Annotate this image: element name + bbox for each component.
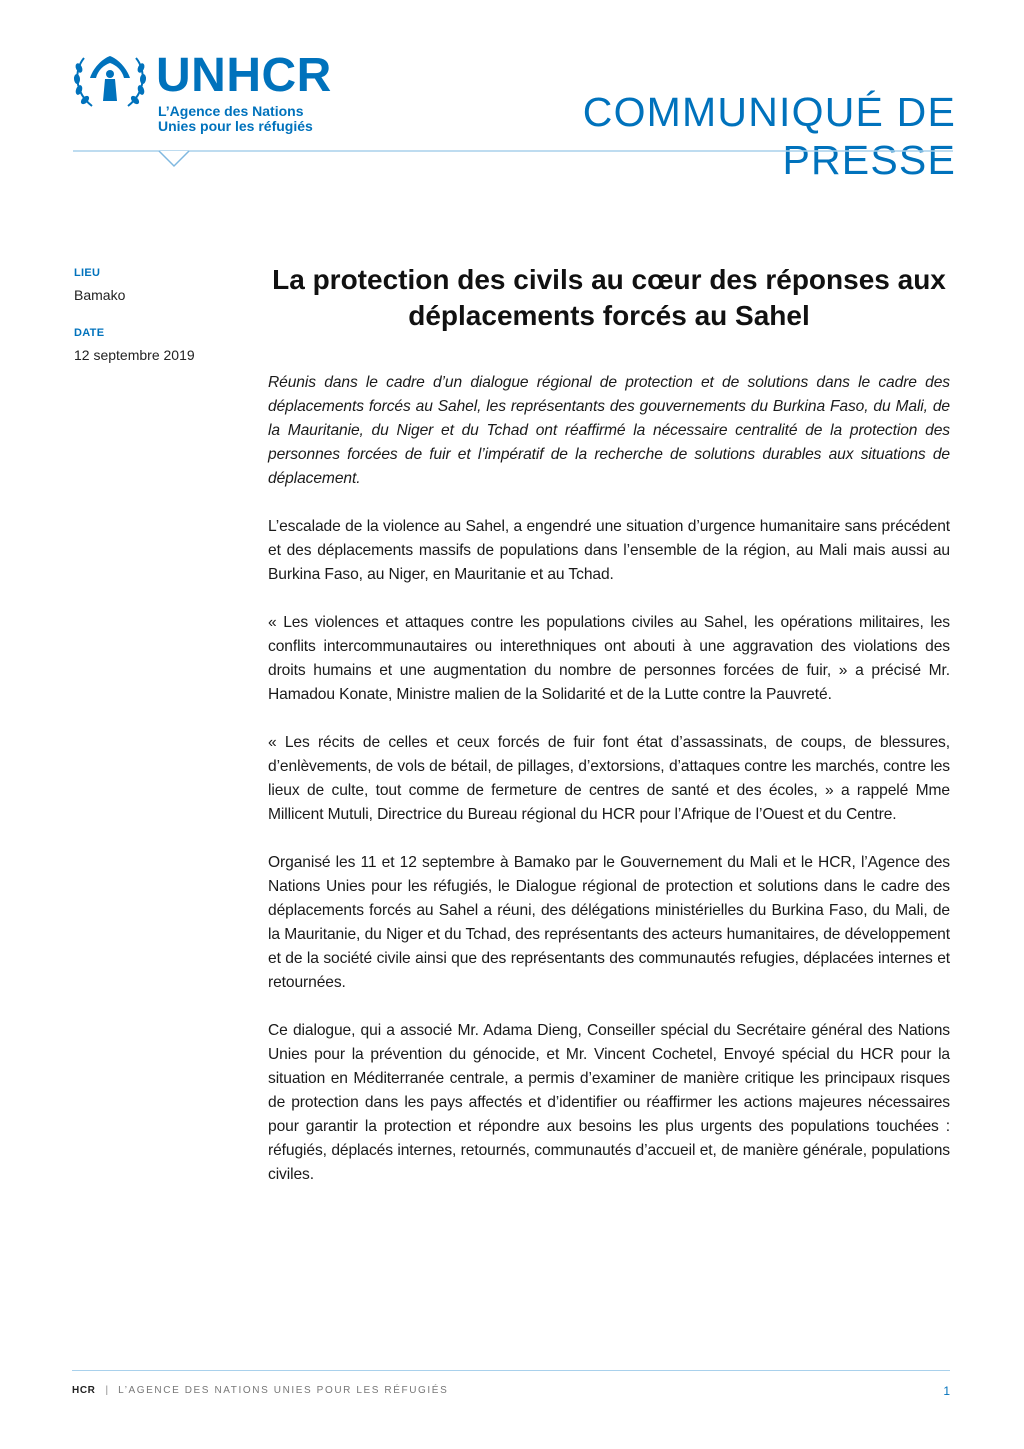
logo-wordmark: UNHCR <box>156 49 332 102</box>
article-paragraph: « Les violences et attaques contre les populations civiles au Sahel, les opérations militaires, les conflits intercommunautaires ou interethniques ont abouti à une aggravation des violations des droits humains et une augmentation du nombre de personnes forcées de fuir, » a précisé Mr. Hamadou Konate, Ministre malien de la Solidarité et de la Lutte contre la Pauvreté. <box>268 614 950 703</box>
article-paragraph: « Les récits de celles et ceux forcés de fuir font état d’assassinats, de coups, de blessures, d’enlèvements, de vols de bétail, de pillages, d’extorsions, d’attaques contre les marchés, contre les lieux de culte, tout comme de fermeture de centres de santé et des écoles, » a rappelé Mme Millicent Mutuli, Directrice du Bureau régional du HCR pour l’Afrique de l’Ouest et du Centre. <box>268 734 950 823</box>
unhcr-logo <box>70 48 360 132</box>
logo-tagline-line-2: Unies pour les réfugiés <box>158 118 313 134</box>
article-paragraph: Ce dialogue, qui a associé Mr. Adama Dieng, Conseiller spécial du Secrétaire général des Nations Unies pour la prévention du génocide, et Mr. Vincent Cochetel, Envoyé spécial du HCR pour la situation en Méditerranée centrale, a permis d’examiner de manière critique les principaux risques de protection dans les pays affectés et d’identifier ou réaffirmer les actions majeures nécessaires pour garantir la protection et répondre aux besoins les plus urgents des populations touchées : réfugiés, déplacés internes, retournés, communautés d’accueil et, de manière générale, populations civiles. <box>268 1022 950 1183</box>
article-body <box>268 371 950 1211</box>
page-number: 1 <box>943 1384 950 1398</box>
chevron-down-icon <box>159 151 189 166</box>
location-value: Bamako <box>74 287 126 303</box>
article-lead-paragraph: Réunis dans le cadre d’un dialogue régional de protection et de solutions dans le cadre des déplacements forcés au Sahel, les représentants des gouvernements du Burkina Faso, du Mali, de la Mauritanie, du Niger et du Tchad ont réaffirmé la nécessaire centralité de la protection des personnes forcées de fuir et l’impératif de la recherche de solutions durables aux situations de déplacement. <box>268 374 950 487</box>
date-label: DATE <box>74 327 105 339</box>
article-paragraph: L’escalade de la violence au Sahel, a engendré une situation d’urgence humanitaire sans précédent et des déplacements massifs de populations dans l’ensemble de la région, au Mali mais aussi au Burkina Faso, au Niger, en Mauritanie et au Tchad. <box>268 518 950 583</box>
unhcr-emblem-icon <box>70 48 150 112</box>
article-title: La protection des civils au cœur des réponses aux déplacements forcés au Sahel <box>272 264 946 331</box>
header-divider <box>73 150 953 170</box>
logo-tagline <box>158 104 358 134</box>
footer-divider <box>72 1370 950 1371</box>
location-label: LIEU <box>74 267 101 279</box>
footer-separator: | <box>105 1385 109 1396</box>
date-value: 12 septembre 2019 <box>74 347 195 363</box>
footer-org: HCR <box>72 1385 96 1396</box>
article-paragraph: Organisé les 11 et 12 septembre à Bamako par le Gouvernement du Mali et le HCR, l’Agence des Nations Unies pour les réfugiés, le Dialogue régional de protection et solutions dans le cadre des déplacements forcés au Sahel a réuni, des délégations ministérielles du Burkina Faso, du Mali, de la Mauritanie, du Niger et du Tchad, des représentants des acteurs humanitaires, de développement et de la société civile ainsi que des représentants des communautés refugies, déplacées internes et retournées. <box>268 854 950 991</box>
footer-agency: L’AGENCE DES NATIONS UNIES POUR LES RÉFUGIÉS <box>118 1385 449 1396</box>
metadata-sidebar <box>74 266 254 386</box>
page-footer <box>72 1384 950 1400</box>
logo-tagline-line-1: L’Agence des Nations <box>158 103 304 119</box>
document-type-title: COMMUNIQUÉ DE PRESSE <box>582 89 956 183</box>
